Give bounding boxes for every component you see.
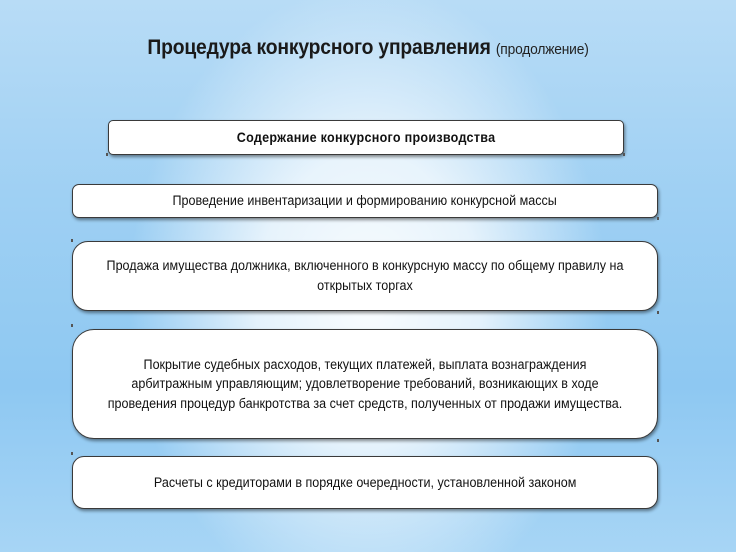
title-subtitle: (продолжение) xyxy=(495,41,589,58)
connector-tick xyxy=(623,153,625,156)
step-text-3: Покрытие судебных расходов, текущих платежей, выплата вознаграждения арбитражным управляющим; удовлетворение требований, возникающих в ходе проведения процедур банкротства за счет средств, полученных от продажи имущества. xyxy=(107,356,623,411)
step-text-2: Продажа имущества должника, включенного в конкурсную массу по общему правилу на открытых торгах xyxy=(106,258,624,293)
slide-title xyxy=(29,36,706,60)
connector-tick xyxy=(106,153,108,156)
step-box-4 xyxy=(72,456,658,509)
step-box-2 xyxy=(72,241,658,311)
header-box-text: Содержание конкурсного производства xyxy=(236,129,496,145)
header-box xyxy=(108,120,624,155)
connector-tick xyxy=(657,217,659,220)
connector-tick xyxy=(71,452,73,455)
step-text-1: Проведение инвентаризации и формированию конкурсной массы xyxy=(172,193,558,209)
connector-tick xyxy=(71,239,73,242)
step-text-4: Расчеты с кредиторами в порядке очередности, установленной законом xyxy=(153,474,577,490)
title-main: Процедура конкурсного управления xyxy=(147,36,491,59)
step-box-3 xyxy=(72,329,658,439)
connector-tick xyxy=(657,439,659,442)
connector-tick xyxy=(71,324,73,327)
step-box-1 xyxy=(72,184,658,218)
connector-tick xyxy=(657,311,659,314)
